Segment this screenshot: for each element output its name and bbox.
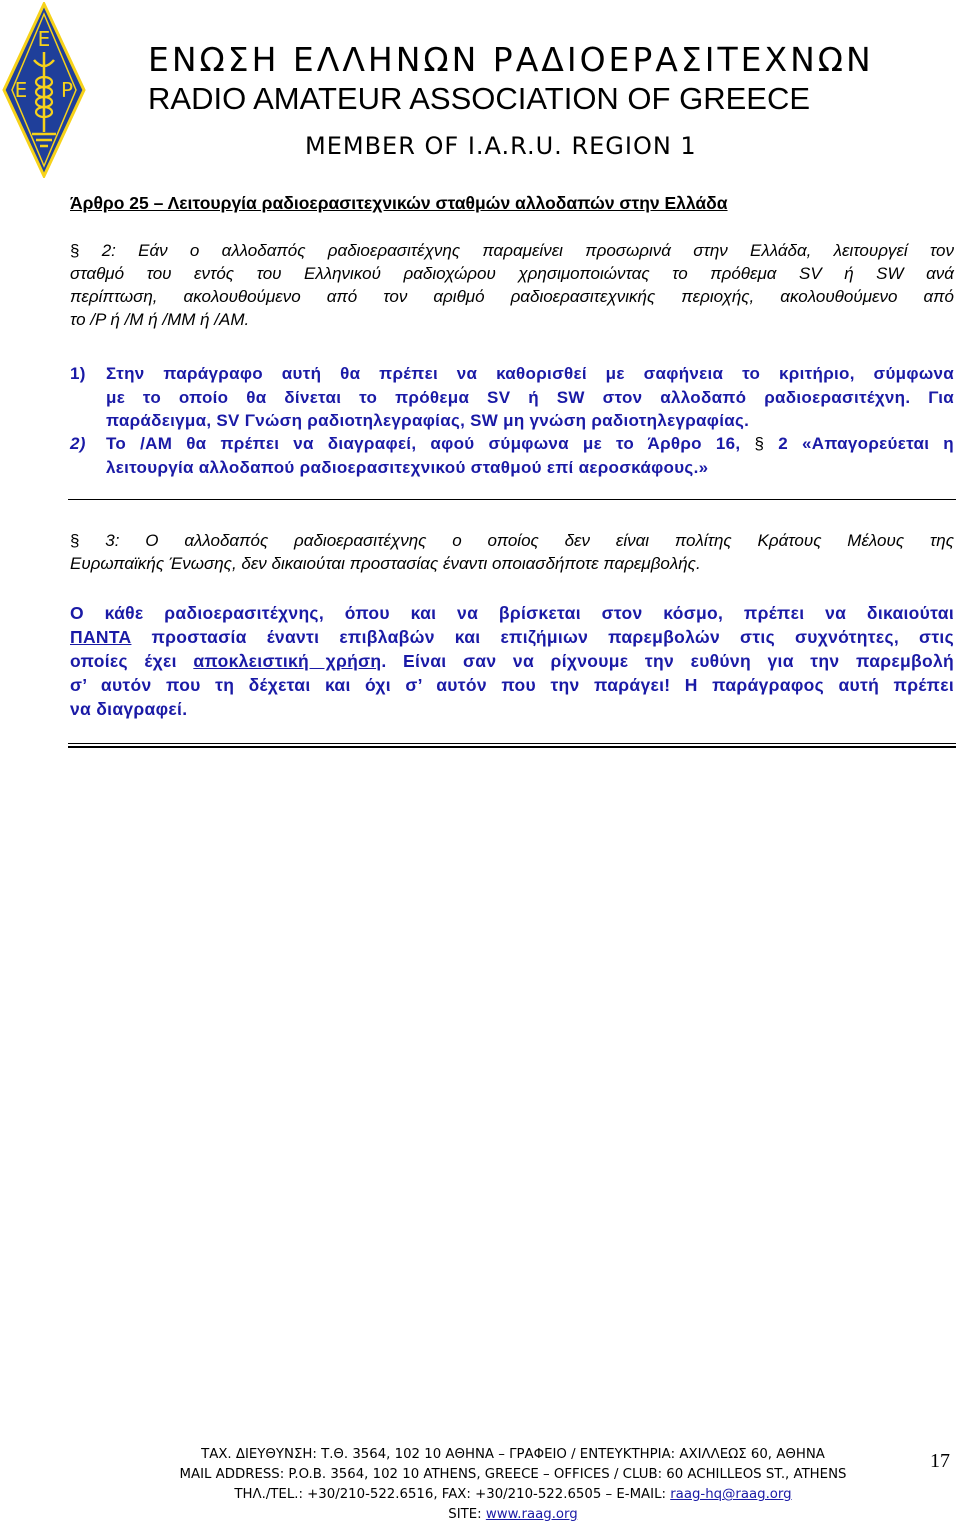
text-run: οποίες έχει xyxy=(70,651,194,671)
iaru-membership: MEMBER OF I.A.R.U. REGION 1 xyxy=(305,132,697,160)
footer xyxy=(98,1445,928,1525)
underlined-text: ΠΑΝΤΑ xyxy=(70,627,132,647)
comment-line: λειτουργία αλλοδαπού ραδιοερασιτεχνικού σταθμού επί αεροσκάφους.» xyxy=(106,457,709,477)
comment-item-2 xyxy=(70,432,954,479)
underlined-text: αποκλειστική χρήση xyxy=(193,651,382,671)
comment-line: με το οποίο θα δίνεται το πρόθεμα SV ή SW στον αλλοδαπό ραδιοερασιτέχνη. Για xyxy=(106,387,954,407)
paragraph-2-line: σταθμό του εντός του Ελληνικού ραδιοχώρου χρησιμοποιώντας το πρόθεμα SV ή SW ανά xyxy=(70,264,954,283)
section-sign: § xyxy=(754,434,765,453)
paragraph-2 xyxy=(70,239,954,331)
svg-text:Ε: Ε xyxy=(14,78,28,102)
footer-address-greek: ΤΑΧ. ΔΙΕΥΘΥΝΣΗ: Τ.Θ. 3564, 102 10 ΑΘΗΝΑ – ΓΡΑΦΕΙΟ / ΕΝΤΕΥΚΤΗΡΙΑ: ΑΧΙΛΛΕΩΣ 60, ΑΘΗΝΑ xyxy=(201,1447,825,1462)
item-number: 1) xyxy=(70,364,86,383)
text-run: 3: Ο αλλοδαπός ραδιοερασιτέχνης ο οποίος δεν είναι πολίτης Κράτους Μέλους της xyxy=(105,531,954,550)
text-run: προστασία έναντι επιβλαβών και επιζήμιων παρεμβολών στις συχνότητες, στις xyxy=(131,627,954,647)
paragraph-3-line xyxy=(70,529,954,552)
text-run: . Είναι σαν να ρίχνουμε την ευθύνη για την παρεμβολή xyxy=(381,651,954,671)
comment-paragraph xyxy=(70,601,954,721)
text-run: Το /AM θα πρέπει να διαγραφεί, αφού σύμφωνα με το Άρθρο 16, xyxy=(106,434,741,453)
org-name-greek: ΕΝΩΣΗ ΕΛΛΗΝΩΝ ΡΑΔΙΟΕΡΑΣΙΤΕΧΝΩΝ xyxy=(148,40,874,79)
section-sign: § xyxy=(70,531,80,550)
site-link[interactable]: www.raag.org xyxy=(485,1507,578,1522)
end-divider xyxy=(68,743,956,744)
comment-line xyxy=(70,625,954,649)
section-sign: § xyxy=(70,241,80,260)
comment-line xyxy=(70,649,954,673)
comment-line xyxy=(106,432,954,456)
text-run: 2: Εάν ο αλλοδαπός ραδιοερασιτέχνης παραμείνει προσωρινά στην Ελλάδα, λειτουργεί τον xyxy=(101,241,954,260)
item-number: 2) xyxy=(70,434,86,453)
comment-item-1 xyxy=(70,362,954,433)
end-divider xyxy=(68,746,956,748)
paragraph-2-line: περίπτωση, ακολουθούμενο από τον αριθμό ραδιοερασιτεχνικής περιοχής, ακολουθούμενο από xyxy=(70,287,954,306)
email-link[interactable]: raag-hq@raag.org xyxy=(670,1487,792,1502)
svg-text:Ρ: Ρ xyxy=(60,78,74,102)
site-label: SITE: xyxy=(448,1507,486,1522)
comment-line: παράδειγμα, SV Γνώση ραδιοτηλεγραφίας, SW μη γνώση ραδιοτηλεγραφίας. xyxy=(106,411,750,430)
paragraph-3-line: Ευρωπαϊκής Ένωσης, δεν δικαιούται προστασίας έναντι οποιασδήποτε παρεμβολής. xyxy=(70,554,701,573)
comment-item-body xyxy=(70,362,954,433)
comment-line: να διαγραφεί. xyxy=(70,699,188,719)
footer-site xyxy=(98,1505,928,1525)
article-title: Άρθρο 25 – Λειτουργία ραδιοερασιτεχνικών σταθμών αλλοδαπών στην Ελλάδα xyxy=(70,193,728,213)
text-run: 2 «Απαγορεύεται η xyxy=(778,434,954,453)
footer-phone: ΤΗΛ./TEL.: +30/210-522.6516, FAX: +30/210-522.6505 – E-MAIL: xyxy=(234,1487,671,1502)
svg-text:Ε: Ε xyxy=(37,27,51,51)
divider xyxy=(68,499,956,500)
paragraph-2-line: το /P ή /M ή /MM ή /AM. xyxy=(70,310,250,329)
footer-contact xyxy=(98,1485,928,1505)
page-number: 17 xyxy=(930,1450,950,1472)
paragraph-2-line xyxy=(70,239,954,262)
comment-line: Στην παράγραφο αυτή θα πρέπει να καθορισθεί με σαφήνεια το κριτήριο, σύμφωνα xyxy=(106,364,954,383)
raag-logo xyxy=(2,2,86,178)
comment-item-body xyxy=(70,432,954,479)
footer-address-english: MAIL ADDRESS: P.O.B. 3564, 102 10 ATHENS, GREECE – OFFICES / CLUB: 60 ACHILLEOS ST., ATHENS xyxy=(179,1467,847,1482)
comment-line: Ο κάθε ραδιοερασιτέχνης, όπου και να βρίσκεται στον κόσμο, πρέπει να δικαιούται xyxy=(70,603,954,623)
comment-line: σ’ αυτόν που τη δέχεται και όχι σ’ αυτόν που την παράγει! Η παράγραφος αυτή πρέπει xyxy=(70,675,954,695)
paragraph-3 xyxy=(70,529,954,575)
org-name-english: RADIO AMATEUR ASSOCIATION OF GREECE xyxy=(148,81,811,116)
